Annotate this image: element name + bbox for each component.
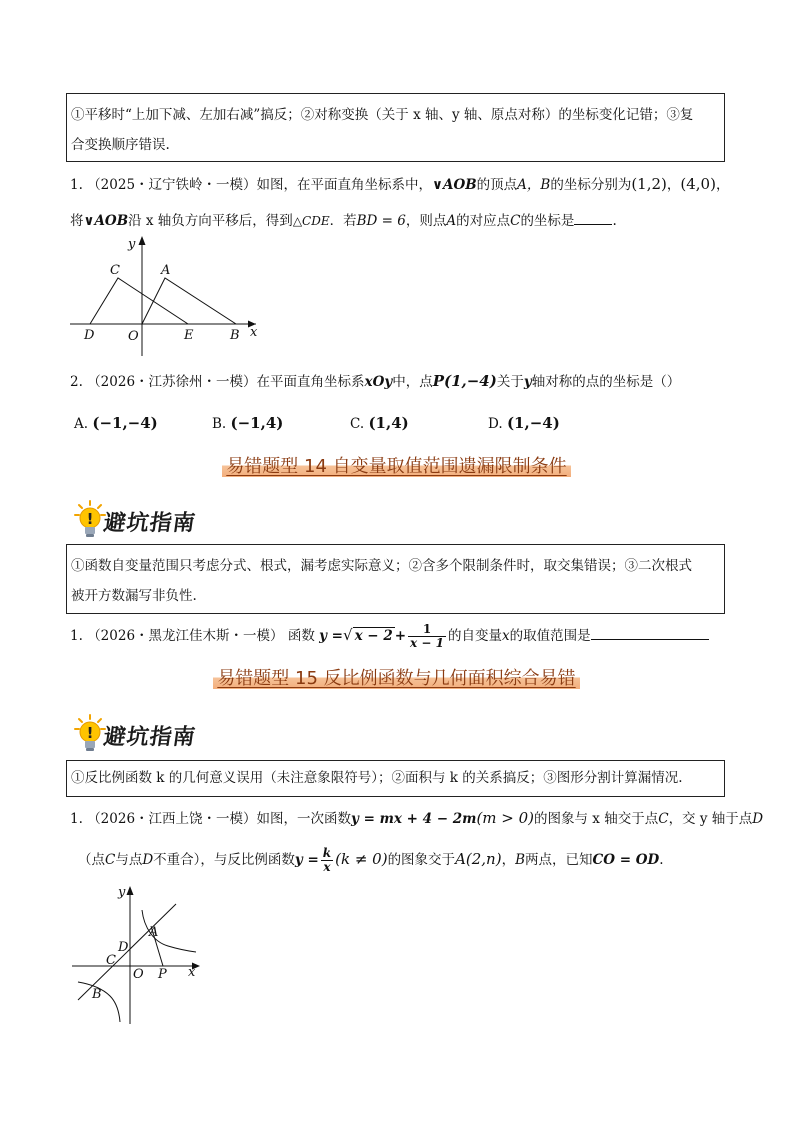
fig1-label-C: C — [110, 263, 120, 278]
section-heading-14: 易错题型 14 自变量取值范围遗漏限制条件 — [0, 452, 793, 478]
pitfall-guide-title: 避坑指南 — [101, 725, 198, 750]
tip-box-3-line1: ①反比例函数 k 的几何意义误用（未注意象限符号）；②面积与 k 的关系搞反；③图形分割计算漏情况. — [71, 770, 683, 786]
pitfall-guide-banner-2 — [74, 714, 224, 754]
fraction: $\frac{1}{x - 1}$ — [410, 622, 444, 650]
question-source: （2026・江西上饶・一模） — [87, 811, 257, 827]
fig2-label-y: y — [118, 885, 126, 900]
pitfall-guide-title: 避坑指南 — [101, 511, 198, 536]
fig2-label-D: D — [118, 940, 129, 955]
question-4-line1: 1. （2026・江西上饶・一模）如图，一次函数y = mx + 4 − 2m(m > 0)的图象与 x 轴交于点C，交 y 轴于点D — [70, 809, 764, 827]
fig2-label-O: O — [133, 967, 144, 982]
option-a[interactable]: A. (−1,−4) — [74, 414, 158, 432]
fig2-label-B: B — [92, 987, 102, 1002]
question-source: （2026・黑龙江佳木斯・一模） — [87, 628, 284, 644]
tip-box-2-line1: ①函数自变量范围只考虑分式、根式，漏考虑实际意义；②含多个限制条件时，取交集错误；③二次根式 — [71, 558, 692, 574]
pitfall-guide-banner-1 — [74, 500, 224, 540]
tip-box-1-line1: ①平移时“上加下减、左加右减”搞反；②对称变换（关于 x 轴、y 轴、原点对称）的坐标变化记错；③复 — [71, 107, 694, 123]
fig1-label-O: O — [128, 329, 139, 344]
question-number: 1. — [70, 628, 83, 644]
section-heading-15: 易错题型 15 反比例函数与几何面积综合易错 — [0, 664, 793, 690]
fig1-label-y: y — [128, 237, 136, 252]
question-4-line2: （点C与点D不重合），与反比例函数y = $\frac{k}{x}$ (k ≠ 0)的图象交于A(2,n)，B两点，已知CO = OD. — [78, 846, 664, 874]
figure-2-function-diagram — [70, 882, 210, 1027]
fig1-label-E: E — [184, 328, 194, 343]
fig1-label-x: x — [250, 325, 258, 340]
fig2-label-C: C — [106, 953, 116, 968]
option-c[interactable]: C. (1,4) — [350, 414, 409, 432]
question-source: （2025・辽宁铁岭・一模） — [87, 177, 257, 193]
svg-text:!: ! — [86, 724, 94, 742]
tip-box-1 — [66, 93, 725, 162]
question-2: 2. （2026・江苏徐州・一模）在平面直角坐标系xOy中，点P(1,−4)关于y轴对称的点的坐标是（） — [70, 372, 681, 390]
option-d[interactable]: D. (1,−4) — [488, 414, 560, 432]
question-number: 1. — [70, 811, 83, 827]
question-source: （2026・江苏徐州・一模） — [87, 374, 257, 390]
tip-box-1-line2: 合变换顺序错误. — [71, 137, 170, 153]
fig2-label-P: P — [158, 967, 167, 982]
answer-blank — [574, 210, 612, 225]
tip-box-2-line2: 被开方数漏写非负性. — [71, 588, 197, 604]
question-3: 1. （2026・黑龙江佳木斯・一模） 函数 y =√ x − 2 + $\frac{1}{x - 1}$ 的自变量x的取值范围是 — [70, 622, 709, 650]
svg-text:!: ! — [86, 510, 94, 528]
fig1-label-B: B — [230, 328, 240, 343]
fig2-label-x: x — [188, 965, 196, 980]
fig1-label-D: D — [84, 328, 95, 343]
tip-box-2 — [66, 544, 725, 614]
fraction: $\frac{k}{x}$ — [322, 846, 332, 874]
option-b[interactable]: B. (−1,4) — [212, 414, 284, 432]
figure-1-coordinate-diagram — [70, 232, 270, 360]
question-number: 1. — [70, 177, 83, 193]
fig2-label-A: A — [149, 925, 159, 940]
question-1-line2: 将∨AOB沿 x 轴负方向平移后，得到△CDE．若BD = 6，则点A的对应点C的坐标是 . — [70, 210, 617, 231]
tip-box-3 — [66, 760, 725, 797]
question-number: 2. — [70, 374, 83, 390]
answer-blank — [591, 625, 709, 640]
question-1-line1: 1. （2025・辽宁铁岭・一模）如图，在平面直角坐标系中，∨AOB的顶点A，B的坐标分别为(1,2)，(4,0)， — [70, 175, 730, 193]
fig1-label-A: A — [161, 263, 171, 278]
